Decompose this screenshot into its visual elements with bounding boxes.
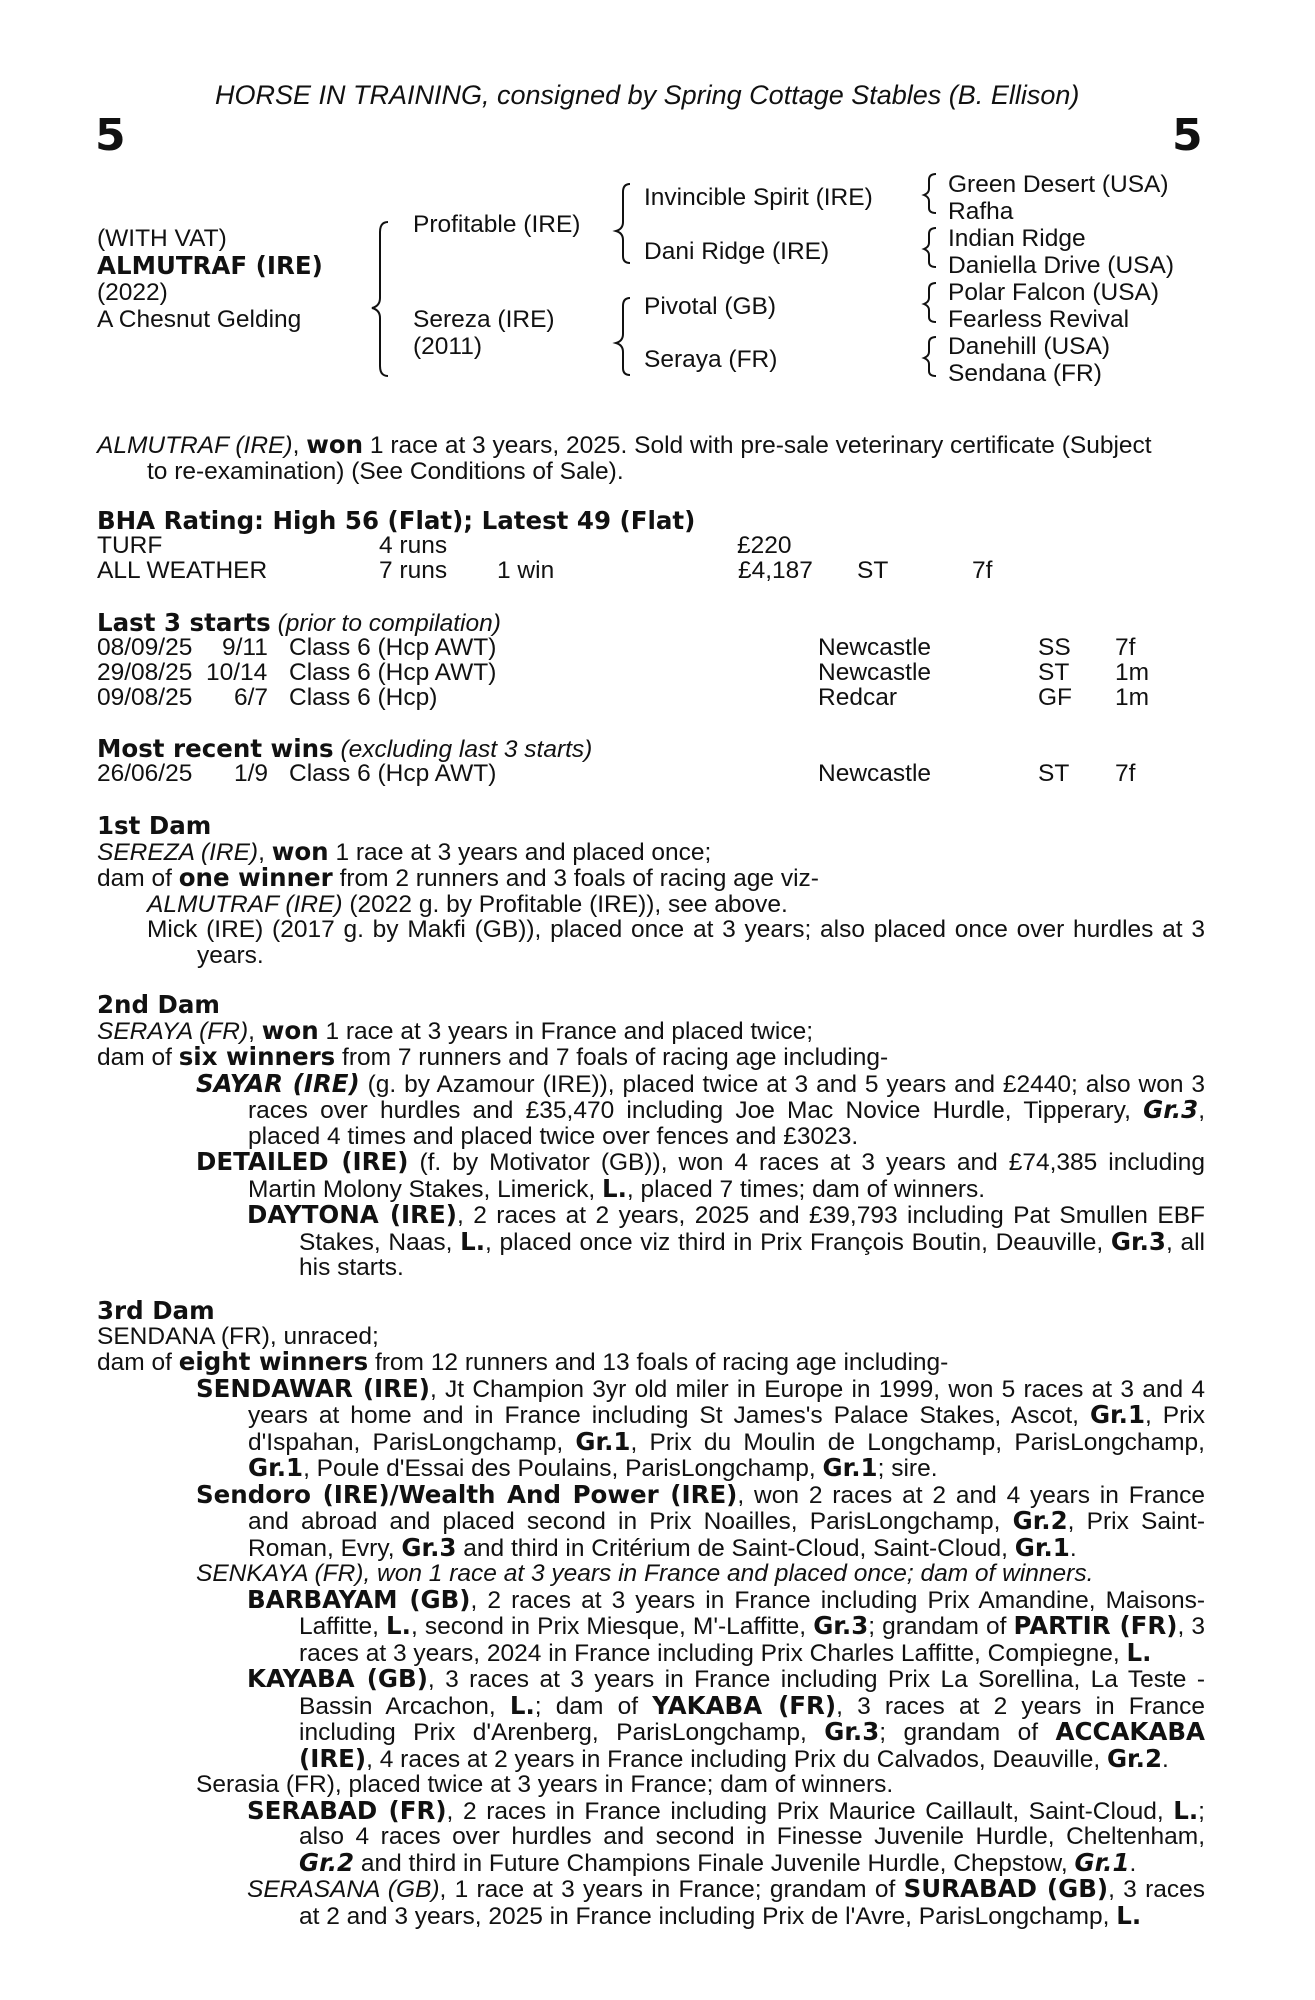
win-going: ST (1038, 760, 1070, 787)
rating-prize: £4,187 (738, 557, 813, 584)
produce-entry: SENDAWAR (IRE), Jt Champion 3yr old miler in Europe in 1999, won 5 races at 3 and 4 years at home and in France including St James's Palace Stakes, Ascot, Gr.1, Prix d'Ispahan, ParisLongchamp, Gr.1, Prix du Moulin de Longchamp, ParisLongchamp, Gr.1, Poule d'Essai des Poulains, ParisLongchamp, Gr.1; sire. (196, 1373, 1205, 1482)
produce-entry: SAYAR (IRE) (g. by Azamour (IRE)), placed twice at 3 and 5 years and £2440; also won 3 races over hurdles and £35,470 including Joe Mac Novice Hurdle, Tipperary, Gr.3, placed 4 times and placed twice over fences and £3023. (196, 1068, 1205, 1150)
pedigree-dam: Sereza (IRE) (413, 306, 555, 333)
start-course: Newcastle (818, 659, 932, 686)
start-position: 6/7 (234, 684, 269, 711)
summary-text-2: to re-examination) (See Conditions of Sale). (147, 457, 624, 485)
win-date: 26/06/25 (97, 760, 193, 787)
pedigree-dam-dam: Seraya (FR) (644, 346, 778, 373)
recent-wins-heading: Most recent wins (excluding last 3 starts) (97, 734, 593, 763)
win-distance: 7f (1115, 760, 1136, 787)
lot-number-right: 5 (1172, 110, 1203, 161)
pedigree-gen3-3: Indian Ridge (948, 225, 1086, 252)
last3-row (97, 635, 1207, 661)
third-dam-section: 3rd Dam SENDANA (FR), unraced; dam of eight winners from 12 runners and 13 foals of racing age including- SENDAWAR (IRE), Jt Champion 3yr old miler in Europe in 1999, won 5 races at 3 and 4 years at home and in France including St James's Palace Stakes, Ascot, Gr.1, Prix d'Ispahan, ParisLongchamp, Gr.1, Prix du Moulin de Longchamp, ParisLongchamp, Gr.1, Poule d'Essai des Poulains, ParisLongchamp, Gr.1; sire. Sendoro (IRE)/Wealth And Power (IRE), won 2 races at 2 and 4 years in France and abroad and placed second in Prix Noailles, ParisLongchamp, Gr.2, Prix Saint-Roman, Evry, Gr.3 and third in Critérium de Saint-Cloud, Saint-Cloud, Gr.1. SENKAYA (FR), won 1 race at 3 years in France and placed once; dam of winners. BARBAYAM (GB), 2 races at 3 years in France including Prix Amandine, Maisons-Laffitte, L., second in Prix Miesque, M'-Laffitte, Gr.3; grandam of PARTIR (FR), 3 races at 3 years, 2024 in France including Prix Charles Laffitte, Compiegne, L. KAYABA (GB), 3 races at 3 years in France including Prix La Sorellina, La Teste - Bassin Arcachon, L.; dam of YAKABA (FR), 3 races at 2 years in France including Prix d'Arenberg, ParisLongchamp, Gr.3; grandam of ACCAKABA (IRE), 4 races at 2 years in France including Prix du Calvados, Deauville, Gr.2. Serasia (FR), placed twice at 3 years in France; dam of winners. SERABAD (FR), 2 races in France including Prix Maurice Caillault, Saint-Cloud, L.; also 4 races over hurdles and second in Finesse Juvenile Hurdle, Cheltenham, Gr.2 and third in Future Champions Finale Juvenile Hurdle, Chepstow, Gr.1. SERASANA (GB), 1 race at 3 years in France; grandam of SURABAD (GB), 3 races at 2 and 3 years, 2025 in France including Prix de l'Avre, ParisLongchamp, L. (97, 1296, 1206, 1930)
first-dam-section: 1st Dam SEREZA (IRE), won 1 race at 3 years and placed once; dam of one winner from 2 runners and 3 foals of racing age viz- ALMUTRAF (IRE) (2022 g. by Profitable (IRE)), see above. Mick (IRE) (2017 g. by Makfi (GB)), placed once at 3 years; also placed once over hurdles at 3 years. (97, 811, 1205, 969)
win-position: 1/9 (234, 760, 269, 787)
pedigree-sire: Profitable (IRE) (413, 211, 581, 238)
pedigree-gen3-2: Rafha (948, 198, 1014, 225)
produce-entry: BARBAYAM (GB), 2 races at 3 years in France including Prix Amandine, Maisons-Laffitte, L., second in Prix Miesque, M'-Laffitte, Gr.3; grandam of PARTIR (FR), 3 races at 3 years, 2024 in France including Prix Charles Laffitte, Compiegne, L. (247, 1584, 1205, 1667)
start-class: Class 6 (Hcp AWT) (289, 634, 497, 661)
summary-paragraph: ALMUTRAF (IRE), won 1 race at 3 years, 2025. Sold with pre-sale veterinary certificate (Subject to re-examination) (See Conditions of Sale). (97, 432, 1205, 484)
start-position: 9/11 (222, 634, 268, 661)
rating-row-allweather (97, 558, 1207, 584)
pedigree-sire-sire: Invincible Spirit (IRE) (644, 184, 873, 211)
summary-horse-name: ALMUTRAF (IRE) (97, 432, 293, 459)
produce-entry: DETAILED (IRE) (f. by Motivator (GB)), won 4 races at 3 years and £74,385 including Martin Molony Stakes, Limerick, L., placed 7 times; dam of winners. (196, 1147, 1205, 1203)
last3-heading: Last 3 starts (prior to compilation) (97, 608, 501, 637)
pedigree-sire-dam: Dani Ridge (IRE) (644, 238, 830, 265)
start-distance: 7f (1115, 634, 1136, 661)
pedigree-gen3-1: Green Desert (USA) (948, 171, 1169, 198)
vat-note: (WITH VAT) (97, 225, 227, 252)
rating-prize: £220 (737, 532, 792, 559)
produce-entry: SERABAD (FR), 2 races in France including Prix Maurice Caillault, Saint-Cloud, L.; also 4 races over hurdles and second in Finesse Juvenile Hurdle, Cheltenham, Gr.2 and third in Future Champions Finale Juvenile Hurdle, Chepstow, Gr.1. (247, 1795, 1205, 1877)
start-distance: 1m (1115, 659, 1150, 686)
start-course: Newcastle (818, 634, 932, 661)
pedigree-gen3-7: Danehill (USA) (948, 333, 1111, 360)
start-date: 08/09/25 (97, 634, 193, 661)
rating-surface: ALL WEATHER (97, 557, 268, 584)
produce-entry: KAYABA (GB), 3 races at 3 years in France including Prix La Sorellina, La Teste - Bassin Arcachon, L.; dam of YAKABA (FR), 3 races at 2 years in France including Prix d'Arenberg, ParisLongchamp, Gr.3; grandam of ACCAKABA (IRE), 4 races at 2 years in France including Prix du Calvados, Deauville, Gr.2. (247, 1664, 1206, 1773)
produce-entry: SERASANA (GB), 1 race at 3 years in France; grandam of SURABAD (GB), 3 races at 2 and 3 years, 2025 in France including Prix de l'Avre, ParisLongchamp, L. (247, 1874, 1205, 1930)
horse-name: ALMUTRAF (IRE) (97, 251, 323, 280)
pedigree-gen3-5: Polar Falcon (USA) (948, 279, 1160, 306)
produce-entry: Sendoro (IRE)/Wealth And Power (IRE), won 2 races at 2 and 4 years in France and abroad and placed second in Prix Noailles, ParisLongchamp, Gr.2, Prix Saint-Roman, Evry, Gr.3 and third in Critérium de Saint-Cloud, Saint-Cloud, Gr.1. (196, 1479, 1206, 1562)
start-class: Class 6 (Hcp) (289, 684, 438, 711)
pedigree-dam-year: (2011) (413, 333, 483, 360)
last3-row (97, 685, 1207, 711)
win-class: Class 6 (Hcp AWT) (289, 760, 497, 787)
start-date: 29/08/25 (97, 659, 193, 686)
start-going: ST (1038, 659, 1070, 686)
produce-entry: SENKAYA (FR), won 1 race at 3 years in France and placed once; dam of winners. (196, 1560, 1094, 1587)
pedigree-dam-sire: Pivotal (GB) (644, 293, 777, 320)
start-class: Class 6 (Hcp AWT) (289, 659, 497, 686)
pedigree-gen3-8: Sendana (FR) (948, 360, 1102, 387)
produce-entry: Serasia (FR), placed twice at 3 years in France; dam of winners. (196, 1771, 894, 1798)
horse-year: (2022) (97, 279, 168, 306)
start-distance: 1m (1115, 684, 1150, 711)
rating-wins: 1 win (497, 557, 555, 584)
start-going: GF (1038, 684, 1073, 711)
first-dam-heading: 1st Dam (97, 811, 212, 840)
rating-row-turf (97, 533, 1207, 559)
rating-surface: TURF (97, 532, 163, 559)
summary-won: won (306, 430, 364, 459)
horse-description: A Chesnut Gelding (97, 306, 302, 333)
second-dam-section: 2nd Dam SERAYA (FR), won 1 race at 3 years in France and placed twice; dam of six winners from 7 runners and 7 foals of racing age including- SAYAR (IRE) (g. by Azamour (IRE)), placed twice at 3 and 5 years and £2440; also won 3 races over hurdles and £35,470 including Joe Mac Novice Hurdle, Tipperary, Gr.3, placed 4 times and placed twice over fences and £3023. DETAILED (IRE) (f. by Motivator (GB)), won 4 races at 3 years and £74,385 including Martin Molony Stakes, Limerick, L., placed 7 times; dam of winners. DAYTONA (IRE), 2 races at 2 years, 2025 and £39,793 including Pat Smullen EBF Stakes, Naas, L., placed once viz third in Prix François Boutin, Deauville, Gr.3, all his starts. (97, 990, 1205, 1281)
rating-going: ST (857, 557, 889, 584)
recent-win-row (97, 761, 1207, 787)
start-date: 09/08/25 (97, 684, 193, 711)
second-dam-heading: 2nd Dam (97, 990, 220, 1019)
pedigree-gen3-6: Fearless Revival (948, 306, 1130, 333)
rating-runs: 4 runs (379, 532, 448, 559)
start-course: Redcar (818, 684, 897, 711)
start-position: 10/14 (206, 659, 268, 686)
produce-entry: ALMUTRAF (IRE) (2022 g. by Profitable (IRE)), see above. (147, 890, 788, 918)
bha-rating-heading: BHA Rating: High 56 (Flat); Latest 49 (Flat) (97, 506, 696, 535)
start-going: SS (1038, 634, 1071, 661)
third-dam-heading: 3rd Dam (97, 1296, 215, 1325)
last3-row (97, 660, 1207, 686)
rating-distance: 7f (972, 557, 993, 584)
produce-entry: Mick (IRE) (2017 g. by Makfi (GB)), placed once at 3 years; also placed once over hurdles at 3 years. (147, 916, 1205, 969)
win-course: Newcastle (818, 760, 932, 787)
lot-number-left: 5 (95, 110, 126, 161)
rating-runs: 7 runs (379, 557, 448, 584)
page-header: HORSE IN TRAINING, consigned by Spring Cottage Stables (B. Ellison) (215, 80, 1080, 110)
pedigree-gen3-4: Daniella Drive (USA) (948, 252, 1175, 279)
produce-entry: DAYTONA (IRE), 2 races at 2 years, 2025 and £39,793 including Pat Smullen EBF Stakes, Naas, L., placed once viz third in Prix François Boutin, Deauville, Gr.3, all his starts. (247, 1200, 1205, 1281)
summary-text-1: 1 race at 3 years, 2025. Sold with pre-sale veterinary certificate (Subject (363, 432, 1152, 459)
